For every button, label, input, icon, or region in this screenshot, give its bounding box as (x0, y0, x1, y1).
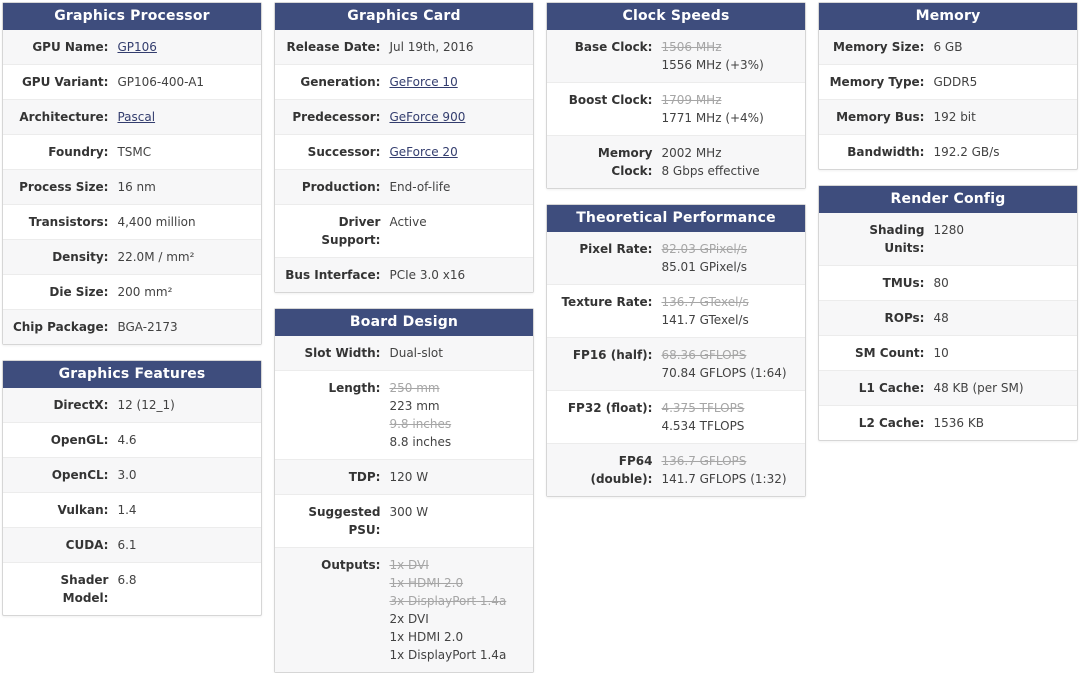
spec-value (389, 178, 525, 196)
spec-row-sm-count (819, 335, 1077, 370)
card-title: Board Design (275, 309, 533, 336)
spec-value-line: 141.7 GFLOPS (1:32) (661, 472, 787, 486)
spec-row-fp64-double (547, 443, 805, 496)
spec-value-line: 141.7 GTexel/s (661, 313, 749, 327)
spec-value (117, 73, 253, 91)
spec-label: Die Size: (49, 285, 109, 299)
spec-label: Vulkan: (57, 503, 109, 517)
spec-value-line: 4,400 million (117, 215, 196, 229)
spec-value-line: TSMC (117, 145, 152, 159)
spec-value (933, 274, 1069, 292)
spec-label: Release Date: (286, 40, 381, 54)
spec-row-architecture (3, 99, 261, 134)
card-title: Graphics Card (275, 3, 533, 30)
spec-value (933, 344, 1069, 362)
spec-value (117, 248, 253, 266)
spec-value (661, 240, 797, 276)
spec-value (117, 318, 253, 336)
spec-value-line: 2x DVI (389, 612, 429, 626)
spec-value-line: 48 KB (per SM) (933, 381, 1024, 395)
spec-row-rops (819, 300, 1077, 335)
spec-value-line-strikethrough: 1506 MHz (661, 40, 722, 54)
spec-row-gpu-variant (3, 64, 261, 99)
spec-value-line: 2002 MHz (661, 146, 722, 160)
spec-row-directx (3, 388, 261, 422)
spec-row-shading-units (819, 213, 1077, 265)
spec-card-graphics-features (2, 360, 262, 616)
spec-row-l1-cache (819, 370, 1077, 405)
spec-value (117, 283, 253, 301)
spec-label: Process Size: (19, 180, 109, 194)
spec-label: Length: (328, 381, 381, 395)
spec-label: TMUs: (882, 276, 925, 290)
spec-label: L1 Cache: (858, 381, 925, 395)
spec-link-geforce-20[interactable]: GeForce 20 (389, 145, 458, 159)
spec-card-memory (818, 2, 1078, 170)
spec-row-generation (275, 64, 533, 99)
spec-label: GPU Variant: (21, 75, 109, 89)
spec-value (117, 466, 253, 484)
spec-value (661, 346, 797, 382)
spec-value-line: 6.1 (117, 538, 137, 552)
spec-card-graphics-processor (2, 2, 262, 345)
spec-card-graphics-card (274, 2, 534, 293)
spec-row-l2-cache (819, 405, 1077, 440)
spec-label: Production: (301, 180, 381, 194)
spec-label: TDP: (348, 470, 381, 484)
spec-value-line: 85.01 GPixel/s (661, 260, 747, 274)
spec-value (117, 143, 253, 161)
column-graphics-card (274, 2, 534, 673)
spec-value-line: 12 (12_1) (117, 398, 175, 412)
spec-label: Shading Units: (869, 223, 925, 255)
card-title: Memory (819, 3, 1077, 30)
spec-value (933, 143, 1069, 161)
spec-value-line: End-of-life (389, 180, 451, 194)
spec-row-base-clock (547, 30, 805, 82)
spec-label: Base Clock: (574, 40, 653, 54)
spec-row-cuda (3, 527, 261, 562)
spec-value-line: 1280 (933, 223, 965, 237)
spec-link-pascal[interactable]: Pascal (117, 110, 156, 124)
spec-value-line: 70.84 GFLOPS (1:64) (661, 366, 787, 380)
spec-value-line: GDDR5 (933, 75, 978, 89)
spec-value-line (389, 73, 525, 91)
spec-row-transistors (3, 204, 261, 239)
spec-row-gpu-name (3, 30, 261, 64)
spec-row-release-date (275, 30, 533, 64)
spec-value-line-strikethrough: 3x DisplayPort 1.4a (389, 594, 507, 608)
spec-value-line: 1536 KB (933, 416, 984, 430)
spec-row-die-size (3, 274, 261, 309)
spec-value-line (117, 38, 253, 56)
spec-row-fp16-half (547, 337, 805, 390)
spec-row-successor (275, 134, 533, 169)
spec-value (389, 344, 525, 362)
spec-value (933, 221, 1069, 239)
spec-value-line-strikethrough: 1x DVI (389, 558, 429, 572)
spec-value-line: 1x HDMI 2.0 (389, 630, 464, 644)
card-title: Clock Speeds (547, 3, 805, 30)
spec-value (661, 293, 797, 329)
spec-label: Bandwidth: (847, 145, 925, 159)
spec-value-line-strikethrough: 82.03 GPixel/s (661, 242, 747, 256)
spec-value-line: 6.8 (117, 573, 137, 587)
spec-value (661, 38, 797, 74)
spec-value (117, 501, 253, 519)
spec-label: OpenCL: (51, 468, 109, 482)
spec-value-line-strikethrough: 136.7 GTexel/s (661, 295, 749, 309)
spec-card-board-design (274, 308, 534, 673)
spec-row-bus-interface (275, 257, 533, 292)
spec-label: Successor: (307, 145, 381, 159)
spec-label: Suggested PSU: (308, 505, 381, 537)
column-graphics-processor (2, 2, 262, 673)
card-title: Graphics Processor (3, 3, 261, 30)
spec-value (117, 571, 253, 589)
spec-value-line-strikethrough: 9.8 inches (389, 417, 452, 431)
spec-value (389, 266, 525, 284)
spec-label: CUDA: (65, 538, 109, 552)
spec-value (389, 556, 525, 664)
spec-value-line: 1x DisplayPort 1.4a (389, 648, 507, 662)
spec-label: Pixel Rate: (579, 242, 653, 256)
spec-value (933, 379, 1069, 397)
spec-label: OpenGL: (50, 433, 109, 447)
card-title: Render Config (819, 186, 1077, 213)
spec-value-line-strikethrough: 250 mm (389, 381, 440, 395)
spec-label: GPU Name: (32, 40, 109, 54)
spec-value (933, 73, 1069, 91)
spec-value (933, 414, 1069, 432)
spec-value-line (117, 108, 253, 126)
spec-row-length (275, 370, 533, 459)
spec-label: Boost Clock: (568, 93, 653, 107)
spec-value-line (389, 108, 525, 126)
spec-label: Driver Support: (321, 215, 381, 247)
spec-row-chip-package (3, 309, 261, 344)
spec-value-line: 300 W (389, 505, 429, 519)
spec-value-line-strikethrough: 136.7 GFLOPS (661, 454, 747, 468)
spec-value-line: 1.4 (117, 503, 137, 517)
spec-label: Density: (52, 250, 109, 264)
spec-value (661, 452, 797, 488)
spec-value-line: 223 mm (389, 399, 440, 413)
spec-row-slot-width (275, 336, 533, 370)
spec-value (933, 309, 1069, 327)
spec-row-driver-support (275, 204, 533, 257)
spec-label: Memory Clock: (597, 146, 653, 178)
spec-value (389, 213, 525, 231)
spec-row-process-size (3, 169, 261, 204)
spec-row-tmus (819, 265, 1077, 300)
spec-value-line: Jul 19th, 2016 (389, 40, 474, 54)
spec-value (389, 379, 525, 451)
spec-value (661, 399, 797, 435)
spec-value-line: 16 nm (117, 180, 156, 194)
spec-value-line: 1771 MHz (+4%) (661, 111, 764, 125)
spec-link-geforce-10[interactable]: GeForce 10 (389, 75, 458, 89)
spec-value-line: 48 (933, 311, 949, 325)
spec-value-line: 120 W (389, 470, 429, 484)
spec-row-vulkan (3, 492, 261, 527)
spec-value (661, 144, 797, 180)
spec-link-gp106[interactable]: GP106 (117, 40, 157, 54)
spec-label: Outputs: (321, 558, 381, 572)
spec-label: Memory Bus: (836, 110, 925, 124)
spec-row-memory-bus (819, 99, 1077, 134)
spec-value (117, 178, 253, 196)
spec-value (389, 143, 525, 161)
spec-row-production (275, 169, 533, 204)
spec-row-density (3, 239, 261, 274)
spec-value-line: 10 (933, 346, 949, 360)
spec-value-line: PCIe 3.0 x16 (389, 268, 466, 282)
spec-label: FP32 (float): (567, 401, 653, 415)
spec-label: Bus Interface: (285, 268, 381, 282)
spec-value-line: 22.0M / mm² (117, 250, 195, 264)
spec-label: Foundry: (48, 145, 109, 159)
spec-label: Shader Model: (60, 573, 109, 605)
spec-card-theoretical-performance (546, 204, 806, 497)
spec-value (117, 396, 253, 414)
spec-value (933, 38, 1069, 56)
spec-row-foundry (3, 134, 261, 169)
spec-value-line: Dual-slot (389, 346, 443, 360)
spec-label: Predecessor: (292, 110, 381, 124)
spec-row-bandwidth (819, 134, 1077, 169)
spec-row-fp32-float (547, 390, 805, 443)
spec-label: ROPs: (884, 311, 925, 325)
spec-card-render-config (818, 185, 1078, 441)
spec-value-line: 192.2 GB/s (933, 145, 1000, 159)
spec-label: Generation: (300, 75, 381, 89)
spec-value-line: 4.534 TFLOPS (661, 419, 745, 433)
spec-row-shader-model (3, 562, 261, 615)
spec-row-suggested-psu (275, 494, 533, 547)
spec-value (117, 38, 253, 56)
spec-value (117, 108, 253, 126)
spec-row-pixel-rate (547, 232, 805, 284)
spec-row-predecessor (275, 99, 533, 134)
spec-value (117, 213, 253, 231)
spec-label: Texture Rate: (561, 295, 653, 309)
spec-value-line: 80 (933, 276, 949, 290)
card-title: Theoretical Performance (547, 205, 805, 232)
spec-value (389, 73, 525, 91)
spec-row-outputs (275, 547, 533, 672)
spec-value-line: 6 GB (933, 40, 963, 54)
spec-value-line: GP106-400-A1 (117, 75, 205, 89)
spec-value-line: 192 bit (933, 110, 976, 124)
spec-value-line-strikethrough: 1x HDMI 2.0 (389, 576, 464, 590)
spec-row-opencl (3, 457, 261, 492)
spec-value-line (389, 143, 525, 161)
spec-row-texture-rate (547, 284, 805, 337)
spec-value-line: Active (389, 215, 427, 229)
spec-label: DirectX: (53, 398, 109, 412)
spec-value (117, 431, 253, 449)
spec-value (117, 536, 253, 554)
card-title: Graphics Features (3, 361, 261, 388)
spec-value-line: 8.8 inches (389, 435, 452, 449)
spec-row-tdp (275, 459, 533, 494)
column-memory (818, 2, 1078, 673)
spec-label: FP16 (half): (572, 348, 653, 362)
spec-value-line: 3.0 (117, 468, 137, 482)
spec-value (389, 468, 525, 486)
spec-label: FP64 (double): (590, 454, 653, 486)
spec-row-opengl (3, 422, 261, 457)
spec-value-line-strikethrough: 4.375 TFLOPS (661, 401, 745, 415)
spec-label: Slot Width: (304, 346, 381, 360)
spec-value-line-strikethrough: 1709 MHz (661, 93, 722, 107)
spec-label: Memory Size: (833, 40, 925, 54)
spec-label: L2 Cache: (858, 416, 925, 430)
spec-value-line: 8 Gbps effective (661, 164, 760, 178)
spec-value-line-strikethrough: 68.36 GFLOPS (661, 348, 747, 362)
spec-value (661, 91, 797, 127)
spec-card-clock-speeds (546, 2, 806, 189)
spec-value (933, 108, 1069, 126)
spec-value (389, 503, 525, 521)
spec-row-boost-clock (547, 82, 805, 135)
spec-value (389, 108, 525, 126)
spec-row-memory-type (819, 64, 1077, 99)
spec-label: Memory Type: (829, 75, 925, 89)
spec-link-geforce-900[interactable]: GeForce 900 (389, 110, 466, 124)
spec-row-memory-size (819, 30, 1077, 64)
spec-value (389, 38, 525, 56)
spec-value-line: 1556 MHz (+3%) (661, 58, 764, 72)
spec-row-memory-clock (547, 135, 805, 188)
spec-value-line: 200 mm² (117, 285, 173, 299)
spec-label: Chip Package: (12, 320, 109, 334)
spec-label: Transistors: (28, 215, 109, 229)
spec-label: SM Count: (855, 346, 925, 360)
spec-value-line: 4.6 (117, 433, 137, 447)
spec-value-line: BGA-2173 (117, 320, 178, 334)
column-clock-speeds (546, 2, 806, 673)
spec-label: Architecture: (19, 110, 109, 124)
